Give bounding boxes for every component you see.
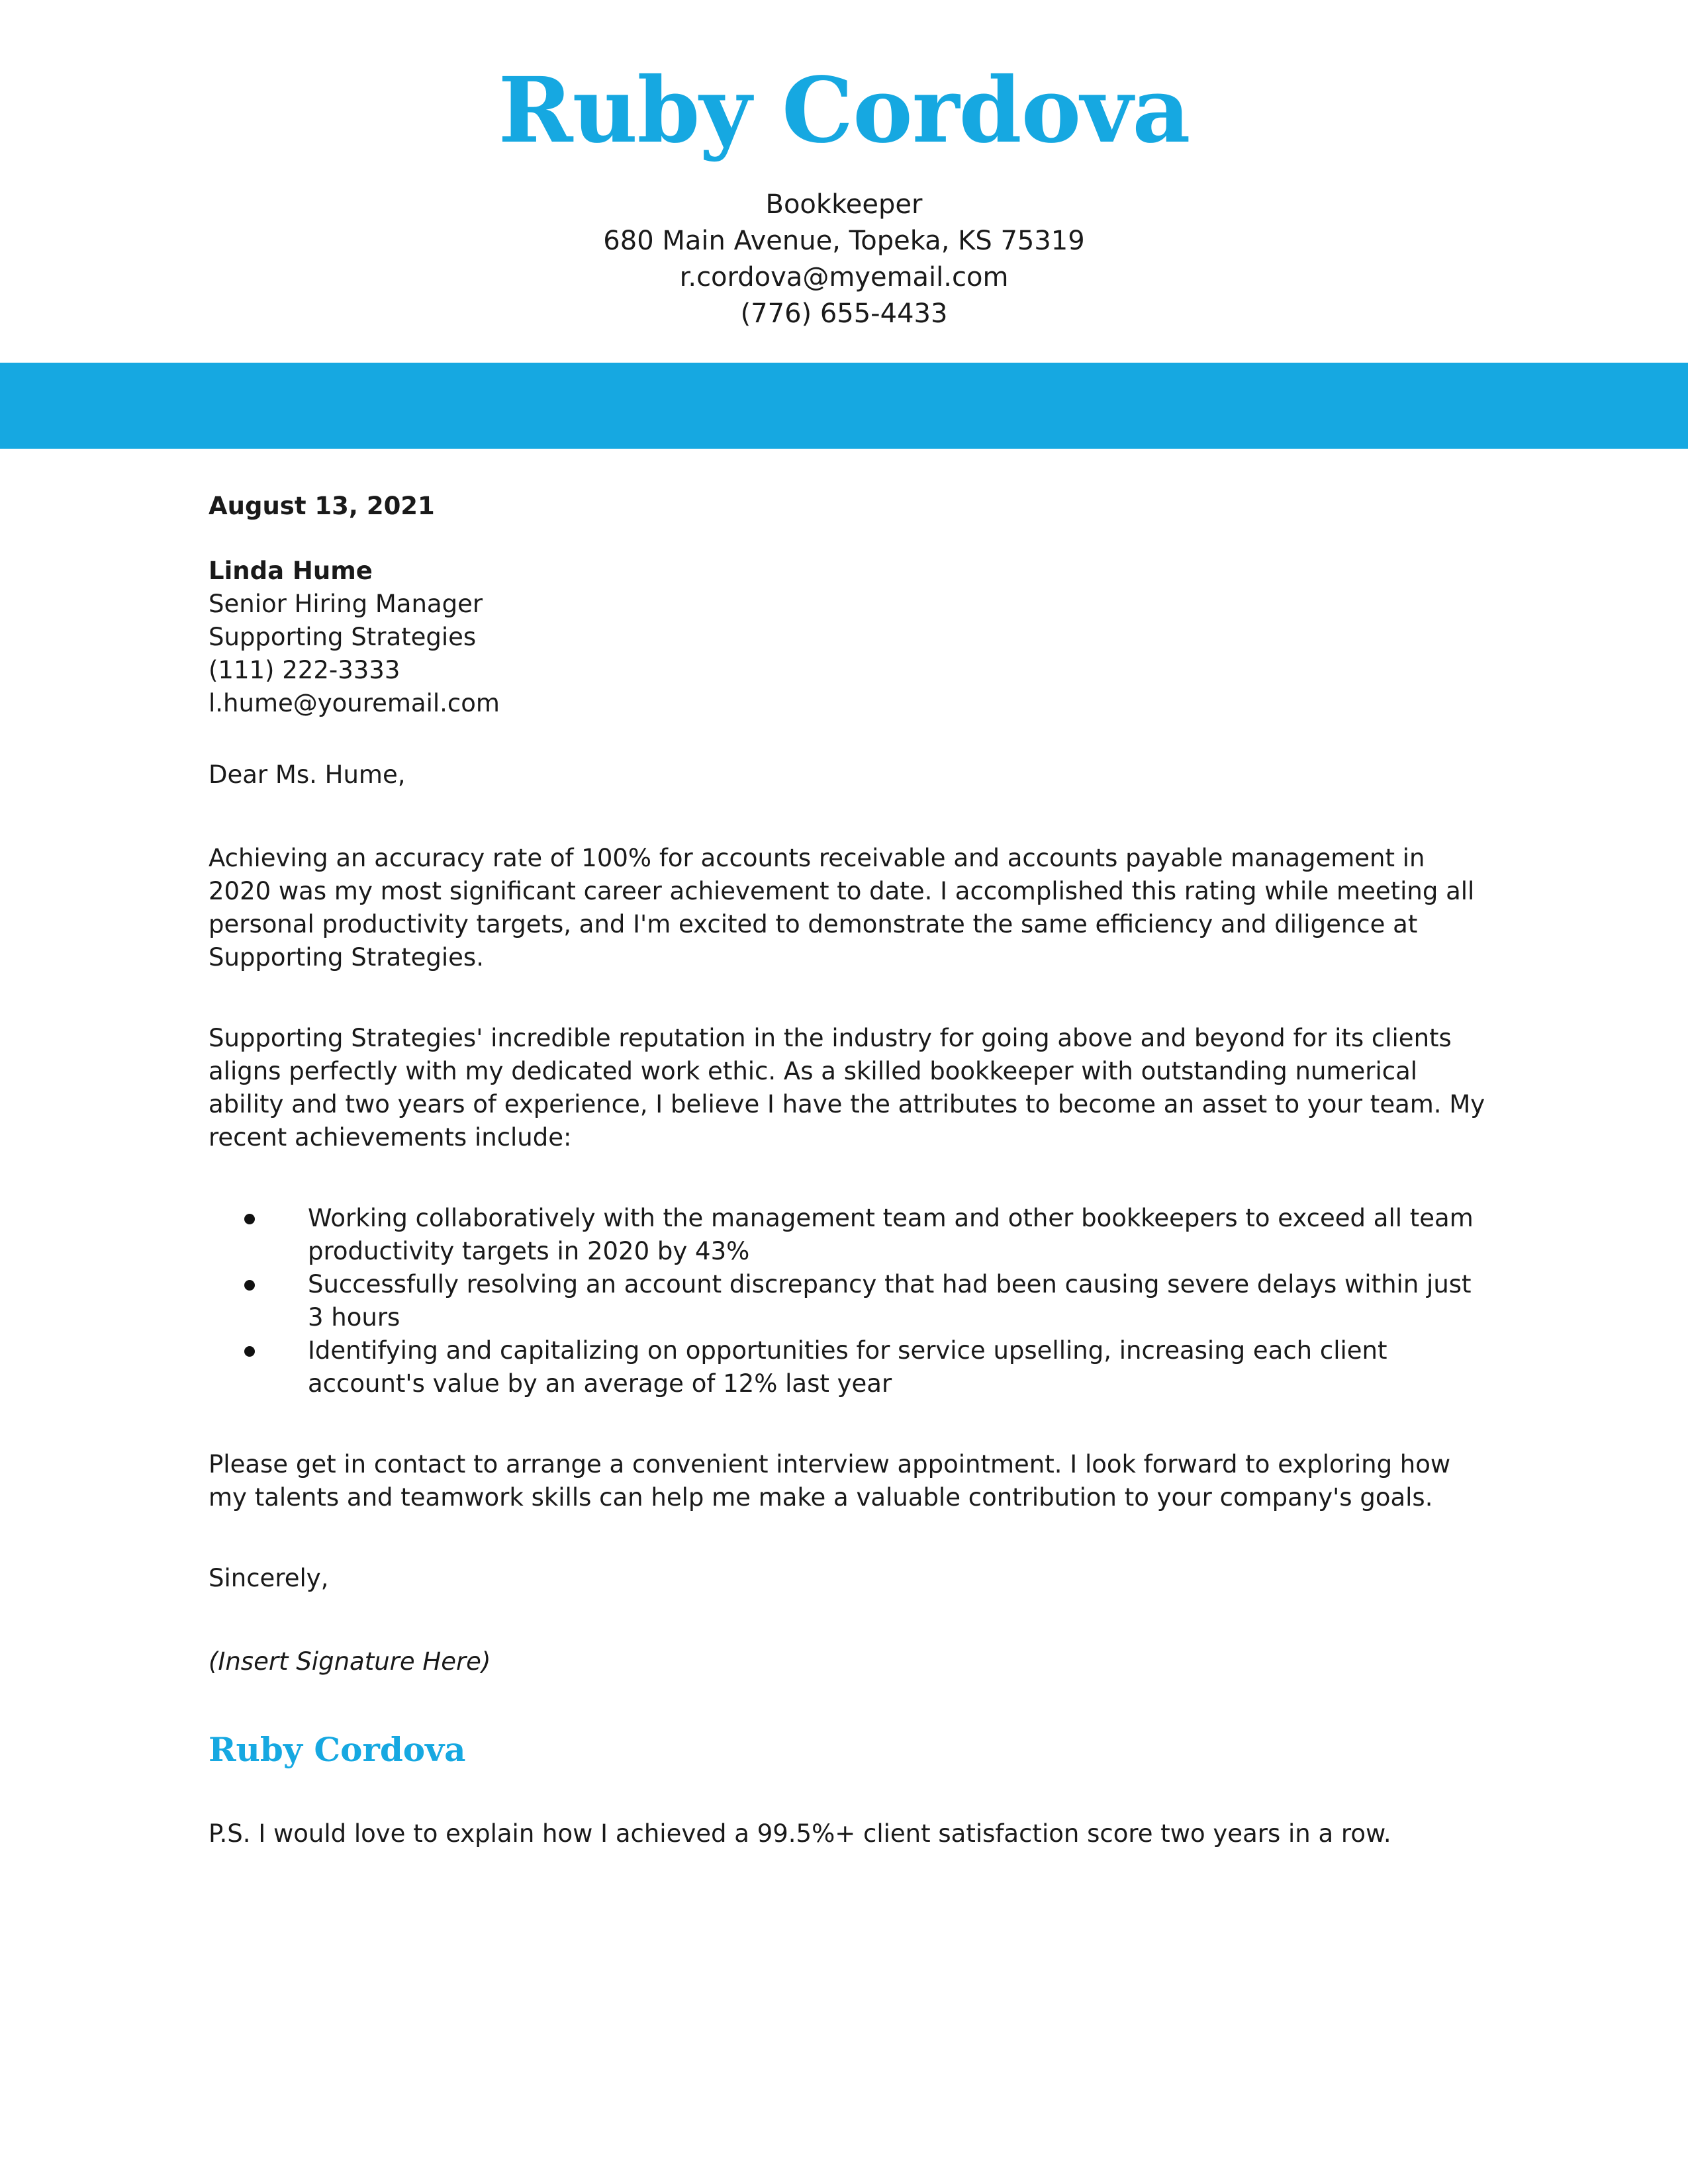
recipient-phone: (111) 222-3333 [209, 656, 400, 684]
bullet-icon [244, 1346, 255, 1357]
letter-body [209, 490, 1486, 1850]
letter-date: August 13, 2021 [209, 492, 435, 520]
salutation: Dear Ms. Hume, [209, 760, 406, 789]
paragraph-fit: Supporting Strategies' incredible reputation in the industry for going above and beyond for its clients aligns perfectly with my dedicated work ethic. As a skilled bookkeeper with outstanding numerical ability and two years of experience, I believe I have the attributes to become an asset to your team. My recent achievements include: [209, 1024, 1485, 1152]
signature-placeholder: (Insert Signature Here) [209, 1647, 491, 1676]
sender-address: 680 Main Avenue, Topeka, KS 75319 [603, 226, 1085, 256]
accent-band [0, 363, 1688, 449]
bullet-icon [244, 1214, 255, 1224]
recipient-email: l.hume@youremail.com [209, 689, 500, 717]
closing: Sincerely, [209, 1564, 329, 1592]
postscript: P.S. I would love to explain how I achieved a 99.5%+ client satisfaction score two years in a row. [209, 1819, 1391, 1848]
sender-phone: (776) 655-4433 [740, 298, 948, 329]
list-item [209, 1334, 1486, 1400]
contact-block [0, 187, 1688, 332]
list-item [209, 1268, 1486, 1334]
recipient-block [209, 555, 1486, 720]
achievement-text: Successfully resolving an account discrepancy that had been causing severe delays within just 3 hours [308, 1270, 1472, 1332]
job-title: Bookkeeper [765, 189, 923, 220]
achievements-list [209, 1202, 1486, 1400]
achievement-text: Working collaboratively with the management team and other bookkeepers to exceed all team productivity targets in 2020 by 43% [308, 1204, 1474, 1265]
recipient-title: Senior Hiring Manager [209, 590, 483, 618]
list-item [209, 1202, 1486, 1268]
achievement-text: Identifying and capitalizing on opportunities for service upselling, increasing each client account's value by an average of 12% last year [308, 1336, 1387, 1398]
header-name: Ruby Cordova [498, 58, 1190, 163]
recipient-name: Linda Hume [209, 557, 373, 585]
sender-email: r.cordova@myemail.com [679, 262, 1009, 293]
bullet-icon [244, 1280, 255, 1291]
signature-name: Ruby Cordova [209, 1730, 466, 1769]
paragraph-intro: Achieving an accuracy rate of 100% for accounts receivable and accounts payable management in 2020 was my most significant career achievement to date. I accomplished this rating while meeting all personal productivity targets, and I'm excited to demonstrate the same efficiency and diligence at Supporting Strategies. [209, 844, 1475, 972]
paragraph-closing: Please get in contact to arrange a convenient interview appointment. I look forward to exploring how my talents and teamwork skills can help me make a valuable contribution to your company's goals. [209, 1450, 1451, 1512]
recipient-company: Supporting Strategies [209, 623, 477, 651]
